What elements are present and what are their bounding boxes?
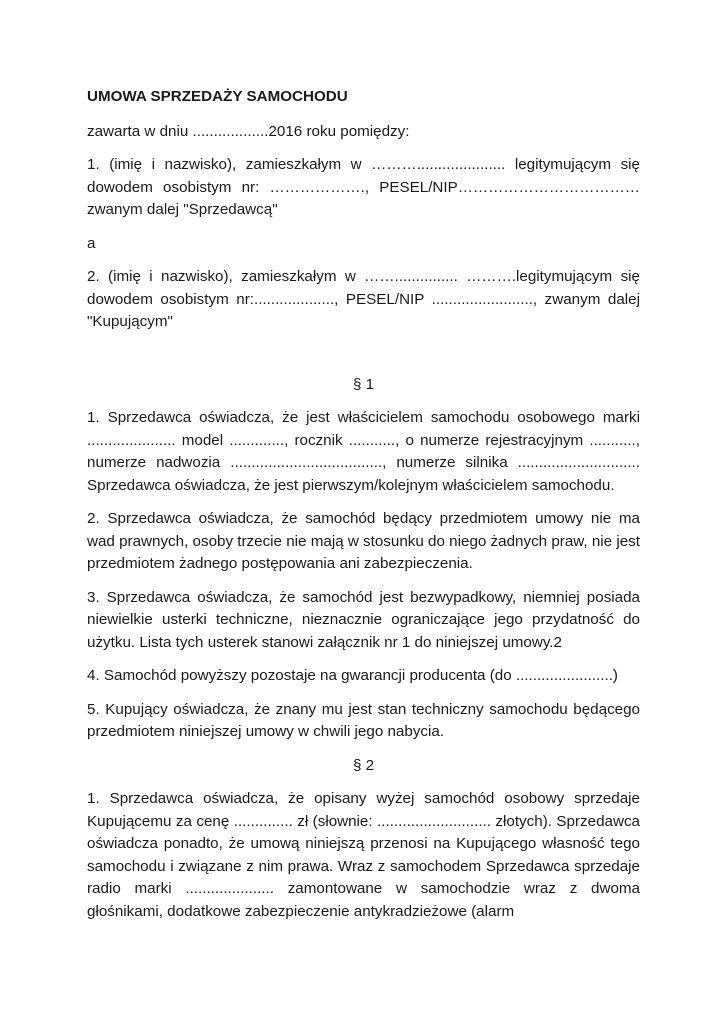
intro-paragraph: zawarta w dniu ..................2016 roku pomiędzy: (87, 122, 410, 140)
section1-clause-5: 5. Kupujący oświadcza, że znany mu jest stan techniczny samochodu będącego przedmiotem niniejszej umowy w chwili jego nabycia. (87, 700, 640, 740)
section2-heading: § 2 (352, 756, 375, 774)
section2-clause-1: 1. Sprzedawca oświadcza, że opisany wyżej samochód osobowy sprzedaje Kupującemu za cenę .............. zł (słownie: ........................... złotych). Sprzedawca oświadcza ponadto, że umową niniejszą przenosi na Kupującego własność tego samochodu i związane z nim prawa. Wraz z samochodem Sprzedawca sprzedaje radio marki ..................... zamontowane w samochodzie wraz z dwoma głośnikami, dodatkowe zabezpieczenie antykradzieżowe (alarm (87, 790, 640, 920)
party1-paragraph: 1. (imię i nazwisko), zamieszkałym w ………..................... legitymującym się dowodem osobistym nr: ………………., PESEL/NIP………………………………zwanym dalej "Sprzedawcą" (87, 156, 640, 218)
party2-paragraph: 2. (imię i nazwisko), zamieszkałym w ……............... ……….legitymującym się dowodem osobistym nr:..................., PESEL/NIP ........................, zwanym dalej "Kupującym" (87, 268, 640, 330)
document-title: UMOWA SPRZEDAŻY SAMOCHODU (87, 88, 348, 105)
section1-heading: § 1 (352, 375, 375, 393)
and-conjunction: a (87, 234, 96, 252)
document-page (87, 86, 640, 923)
section1-clause-4: 4. Samochód powyższy pozostaje na gwarancji producenta (do .......................) (87, 667, 618, 684)
section1-clause-3: 3. Sprzedawca oświadcza, że samochód jest bezwypadkowy, niemniej posiada niewielkie usterki techniczne, nieznacznie ograniczające jego przydatność do użytku. Lista tych usterek stanowi załącznik nr 1 do niniejszej umowy.2 (87, 588, 640, 651)
section1-clause-2: 2. Sprzedawca oświadcza, że samochód będący przedmiotem umowy nie ma wad prawnych, osoby trzecie nie mają w stosunku do niego żadnych praw, nie jest przedmiotem żadnego postępowania ani zabezpieczenia. (87, 510, 640, 572)
section1-clause-1: 1. Sprzedawca oświadcza, że jest właścicielem samochodu osobowego marki ..................... model ............., rocznik ..........., o numerze rejestracyjnym ..........., numerze nadwozia ...................................., numerze silnika ............................. Sprzedawca oświadcza, że jest pierwszym/kolejnym właścicielem samochodu. (87, 409, 640, 494)
